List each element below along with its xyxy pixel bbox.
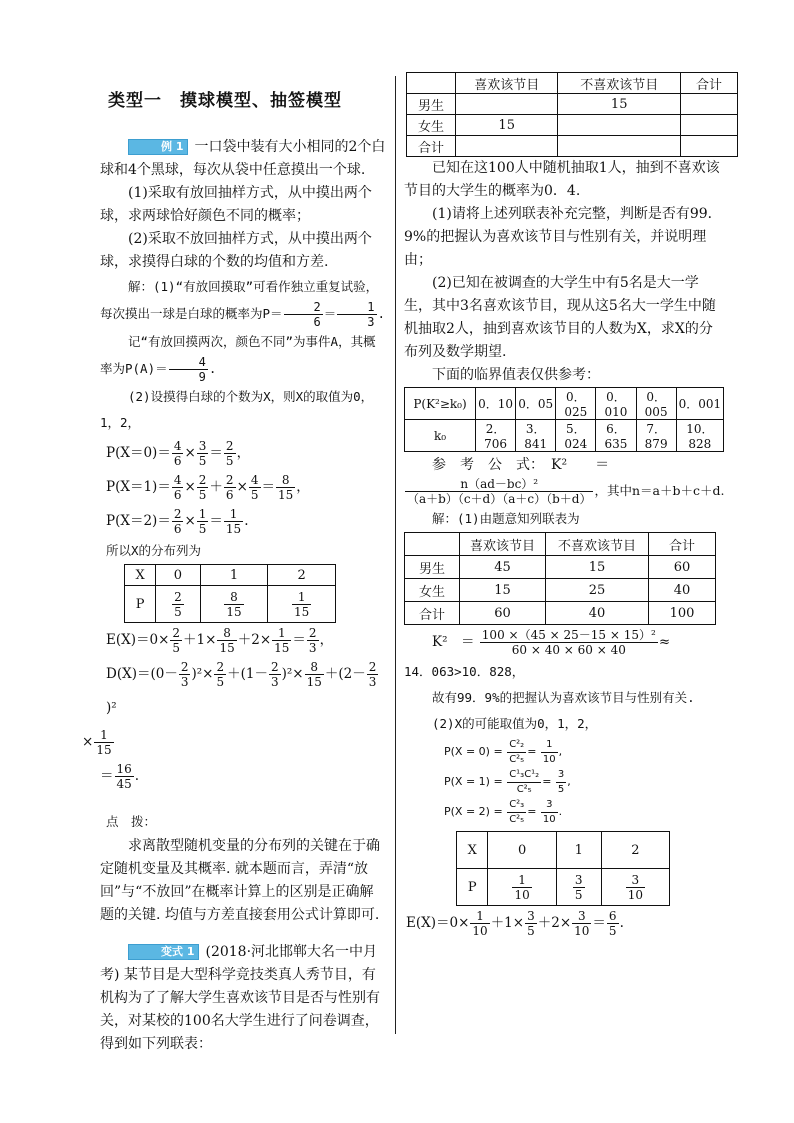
variant-text: 变式 1 (2018·河北邯郸大名一中月考) 某节目是大型科学竞技类真人秀节目，有机构为了了解大学生喜欢该节目是否与性别有关，对某校的100名大学生进行了问卷调查，得到如下列联表： [100, 944, 380, 1052]
formula: $\frac{\text{n（ad－bc）²}}{(a+b)(c+d)(a+c)(b+d)}$ ，其中n＝a＋b＋c＋d. [407, 477, 725, 506]
k2-calculation: K² ＝ $\frac{\text{100 ×（45 × 25－15 × 15）²}}{60 \times 40 \times 60 \times 40}$ ≈ [432, 628, 671, 657]
example-badge: 例 1 [128, 139, 188, 155]
example-problem: 例 1 一口袋中装有大小相同的2个白球和4个黑球，每次从袋中任意摸出一个球. [100, 139, 386, 178]
distribution-table-1: X 0 1 2 P $\frac{2}{5}$ $\frac{8}{15}$ $\frac{1}{15}$ [124, 564, 336, 623]
solution-part2-right: (2)X的可能取值为0，1，2， [432, 716, 598, 731]
critical-value-table: P(K²≥k₀) 0．10 0．05 0．025 0．010 0．005 0．001 k₀ 2．706 3．841 5．024 6．635 7．879 10．828 [404, 387, 724, 452]
px2-formula: P(X = 2) = $\frac{\text{C²₃}}{\text{C²₅}}$ = $\frac{3}{10}$ . [444, 798, 563, 825]
right-column [404, 72, 726, 940]
solution-part2-intro: (2)设摸得白球的个数为X，则X的取值为0，1，2， [100, 389, 374, 430]
px0-formula: P(X = 0) = $\frac{\text{C²₂}}{\text{C²₅}}$ = $\frac{1}{10}$ , [444, 738, 563, 765]
expectation-1: E(X)＝0× $\frac{2}{5}$ ＋1× $\frac{8}{15}$ ＋2× $\frac{1}{15}$ ＝ $\frac{2}{3}$ ， [106, 626, 334, 655]
conclusion: 故有99．9%的把握认为喜欢该节目与性别有关. [432, 690, 695, 705]
variance-1: D(X)＝(0－ $\frac{2}{3}$ )²× $\frac{2}{5}$ ＋(1－ $\frac{2}{3}$ )²× $\frac{8}{15}$ ＋(2－ $\frac{2}{3}$ )² [106, 660, 377, 716]
variance-cont: × $\frac{1}{15}$ [82, 728, 112, 757]
contingency-table-blank: 喜欢该节目 不喜欢该节目 合计 男生 15 女生 15 合计 [406, 72, 738, 157]
expectation-2: E(X)＝0× $\frac{1}{10}$ ＋1× $\frac{3}{5}$ ＋2× $\frac{3}{10}$ ＝ $\frac{6}{5}$ . [406, 909, 624, 938]
tip-label: 点 拨： [106, 814, 157, 829]
left-column [82, 72, 386, 1056]
question-1: (1)采取有放回抽样方式，从中摸出两个球，求两球恰好颜色不同的概率； [100, 185, 372, 224]
formula-label: 参 考 公 式： K² ＝ [432, 457, 610, 473]
right-question-1: (1)请将上述列联表补充完整，判断是否有99．9%的把握认为喜欢该节目与性别有关，并说明理由； [404, 206, 722, 268]
variant-badge: 变式 1 [128, 944, 199, 960]
solution-event: 记“有放回摸两次，颜色不同”为事件A，其概率为P(A)＝ $\frac{4}{9}$ . [100, 334, 376, 384]
given-info: 已知在这100人中随机抽取1人，抽到不喜欢该节目的大学生的概率为0．4. [404, 160, 720, 199]
prob-x0: P(X＝0)＝ $\frac{4}{6}$ × $\frac{3}{5}$ ＝ $\frac{2}{5}$ ， [106, 439, 251, 468]
variance-result: ＝ $\frac{16}{45}$ . [100, 762, 140, 791]
px1-formula: P(X = 1) = $\frac{\text{C¹₃C¹₂}}{\text{C²₅}}$ = $\frac{3}{5}$ , [444, 768, 571, 795]
section-title: 类型一 摸球模型、抽签模型 [108, 91, 342, 111]
prob-x1: P(X＝1)＝ $\frac{4}{6}$ × $\frac{2}{5}$ ＋ $\frac{2}{6}$ × $\frac{4}{5}$ ＝ $\frac{8}{15}$ ， [106, 473, 310, 502]
dist-intro: 所以X的分布列为 [106, 543, 202, 558]
contingency-table-filled: 喜欢该节目 不喜欢该节目 合计 男生 45 15 60 女生 15 25 40 合计 60 40 100 [404, 532, 716, 625]
prob-x2: P(X＝2)＝ $\frac{2}{6}$ × $\frac{1}{5}$ ＝ $\frac{1}{15}$ . [106, 507, 249, 536]
solution-intro-right: 解：(1)由题意知列联表为 [432, 511, 580, 526]
column-divider [395, 76, 396, 1034]
solution-part1: 解：(1)“有放回摸取”可看作独立重复试验，每次摸出一球是白球的概率为P＝ $\frac{2}{6}$ ＝ $\frac{1}{3}$ . [100, 279, 386, 329]
tip-text: 求离散型随机变量的分布列的关键在于确定随机变量及其概率. 就本题而言，弄清“放回”与“不放回”在概率计算上的区别是正确解题的关键. 均值与方差直接套用公式计算即可. [100, 838, 380, 923]
question-2: (2)采取不放回抽样方式，从中摸出两个球，求摸得白球的个数的均值和方差. [100, 231, 372, 270]
right-question-2: (2)已知在被调查的大学生中有5名是大一学生，其中3名喜欢该节目，现从这5名大一学生中随机抽取2人，抽到喜欢该节目的人数为X，求X的分布列及数学期望. [404, 275, 716, 360]
k2-value: 14．063>10．828， [404, 664, 525, 679]
distribution-table-2: X 0 1 2 P $\frac{1}{10}$ $\frac{3}{5}$ $\frac{3}{10}$ [456, 831, 670, 906]
crit-intro: 下面的临界值表仅供参考： [432, 367, 600, 383]
